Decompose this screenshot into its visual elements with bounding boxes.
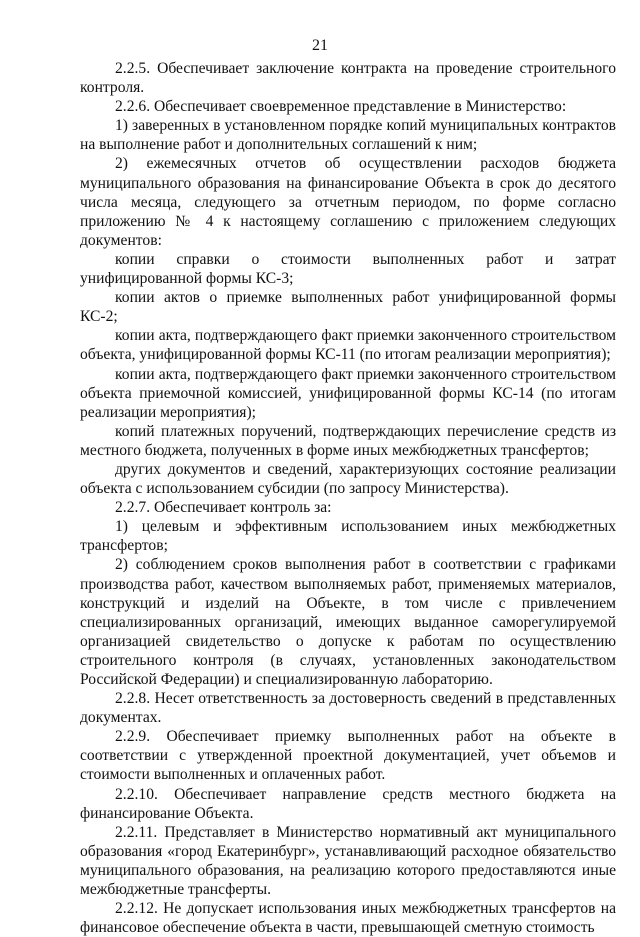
paragraph-2-2-7: 2.2.7. Обеспечивает контроль за: [115,499,332,517]
paragraph-copy-ks11: копии акта, подтверждающего факт приемки законченного строительством объекта, унифицированной формы КС-11 (по итогам реализации мероприятия); [80,327,616,364]
paragraph-2-2-11: 2.2.11. Представляет в Министерство нормативный акт муниципального образования «город Екатеринбург», устанавливающий расходное обязательство муниципального образования, на реализацию которого предоставляются иные межбюджетные трансферты. [80,823,616,899]
paragraph-2-2-6-item-1: 1) заверенных в установленном порядке копий муниципальных контрактов на выполнение работ и дополнительных соглашений к ним; [80,117,616,154]
paragraph-2-2-8: 2.2.8. Несет ответственность за достоверность сведений в представленных документах. [80,690,616,727]
paragraph-2-2-10: 2.2.10. Обеспечивает направление средств местного бюджета на финансирование Объекта. [80,785,616,822]
paragraph-copy-ks3: копии справки о стоимости выполненных работ и затрат унифицированной формы КС-3; [80,250,616,288]
paragraph-copy-payment-orders: копий платежных поручений, подтверждающих перечисление средств из местного бюджета, полученных в форме иных межбюджетных трансфертов; [80,422,616,459]
page-number: 21 [312,37,328,54]
paragraph-copy-ks14: копии акта, подтверждающего факт приемки законченного строительством объекта приемочной комиссией, унифицированной формы КС-14 (по итогам реализации мероприятия); [80,365,616,421]
paragraph-2-2-9: 2.2.9. Обеспечивает приемку выполненных работ на объекте в соответствии с утвержденной проектной документацией, учет объемов и стоимости выполненных и оплаченных работ. [80,728,616,784]
paragraph-2-2-12: 2.2.12. Не допускает использования иных межбюджетных трансфертов на финансовое обеспечение объекта в части, превышающей сметную стоимость [80,900,616,937]
paragraph-2-2-6: 2.2.6. Обеспечивает своевременное представление в Министерство: [115,98,567,116]
paragraph-2-2-5: 2.2.5. Обеспечивает заключение контракта на проведение строительного контроля. [80,60,616,97]
paragraph-other-documents: других документов и сведений, характеризующих состояние реализации объекта с использованием субсидии (по запросу Министерства). [80,460,616,498]
paragraph-2-2-6-item-2: 2) ежемесячных отчетов об осуществлении расходов бюджета муниципального образования на финансирование Объекта в срок до десятого числа месяца, следующего за отчетным периодом, по форме согласно приложению № 4 к настоящему соглашению с приложением следующих документов: [80,155,616,249]
document-body [80,59,616,937]
paragraph-2-2-7-item-1: 1) целевым и эффективным использованием иных межбюджетных трансфертов; [80,518,616,555]
paragraph-copy-ks2: копии актов о приемке выполненных работ унифицированной формы КС-2; [80,289,616,326]
paragraph-2-2-7-item-2: 2) соблюдением сроков выполнения работ в соответствии с графиками производства работ, качеством выполняемых работ, применяемых материалов, конструкций и изделий на Объекте, в том числе с привлечением специализированных организаций, имеющих выданное саморегулируемой организацией свидетельство о допуске к работам по осуществлению строительного контроля (в случаях, установленных законодательством Российской Федерации) и специализированную лабораторию. [80,556,616,688]
